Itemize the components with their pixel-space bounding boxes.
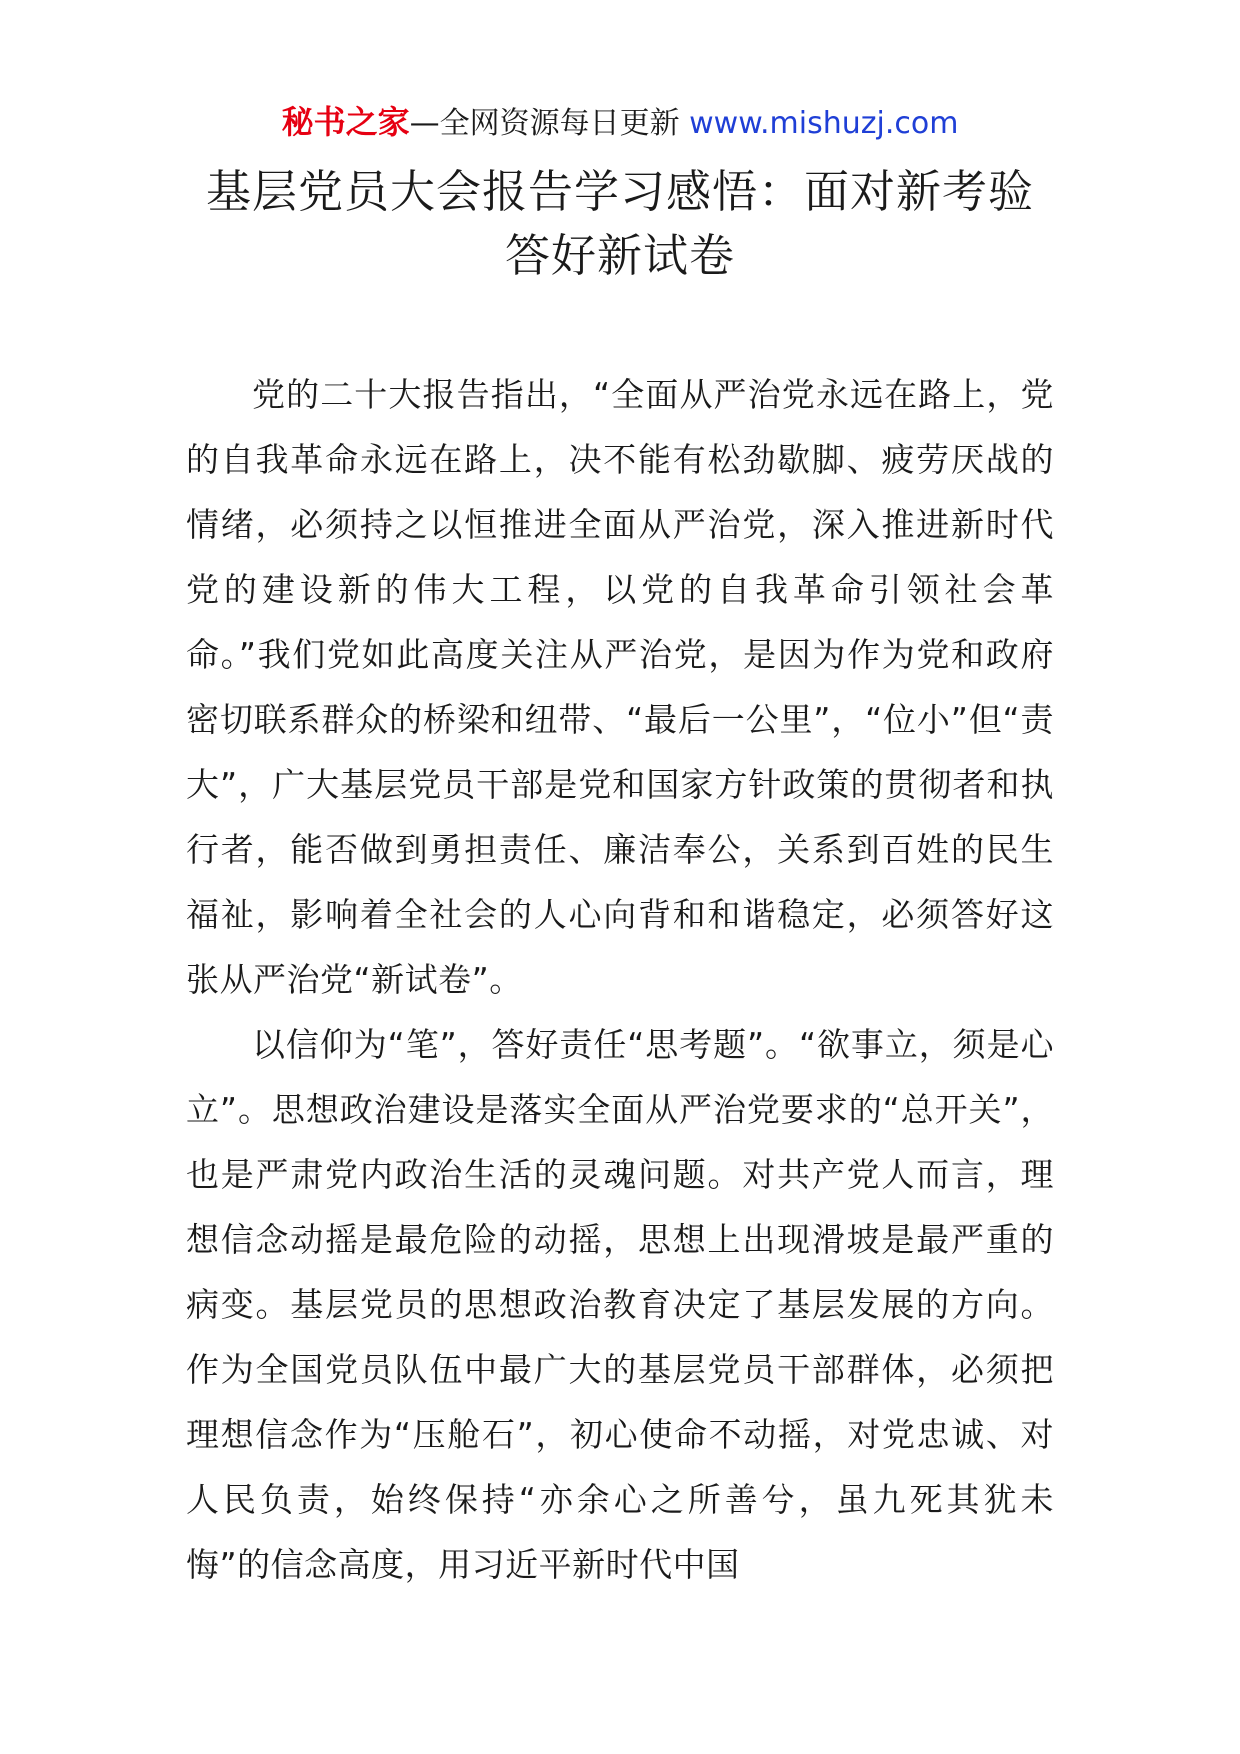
title-line-1: 基层党员大会报告学习感悟：面对新考验 (205, 165, 1034, 218)
watermark-header (0, 102, 1240, 144)
site-url-link[interactable]: www.mishuzj.com (689, 106, 959, 141)
paragraph-2: 以信仰为“笔”，答好责任“思考题”。“欲事立，须是心立”。思想政治建设是落实全面从严治党要求的“总开关”，也是严肃党内政治生活的灵魂问题。对共产党人而言，理想信念动摇是最危险的动摇，思想上出现滑坡是最严重的病变。基层党员的思想政治教育决定了基层发展的方向。作为全国党员队伍中最广大的基层党员干部群体，必须把理想信念作为“压舱石”，初心使命不动摇，对党忠诚、对人民负责，始终保持“亦余心之所善兮，虽九死其犹未悔”的信念高度，用习近平新时代中国 (186, 1025, 1054, 1584)
title-line-2: 答好新试卷 (504, 229, 735, 282)
brand-name: 秘书之家 (281, 103, 410, 141)
paragraph-1: 党的二十大报告指出，“全面从严治党永远在路上，党的自我革命永远在路上，决不能有松劲歇脚、疲劳厌战的情绪，必须持之以恒推进全面从严治党，深入推进新时代党的建设新的伟大工程，以党的自我革命引领社会革命。”我们党如此高度关注从严治党，是因为作为党和政府密切联系群众的桥梁和纽带、“最后一公里”，“位小”但“责大”，广大基层党员干部是党和国家方针政策的贯彻者和执行者，能否做到勇担责任、廉洁奉公，关系到百姓的民生福祉，影响着全社会的人心向背和和谐稳定，必须答好这张从严治党“新试卷”。 (186, 375, 1054, 999)
document-body (186, 362, 1054, 1597)
document-title (170, 160, 1070, 288)
brand-tagline: —全网资源每日更新 (409, 106, 680, 141)
